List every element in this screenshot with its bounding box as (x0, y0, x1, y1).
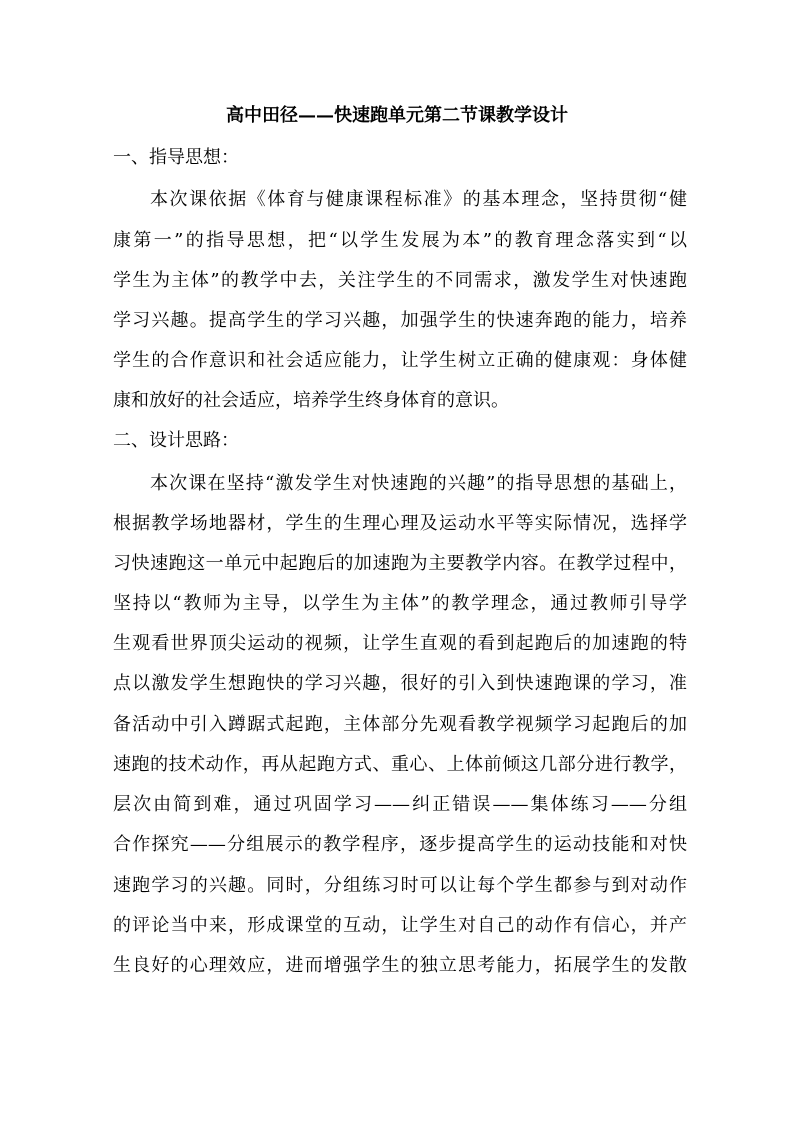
paragraph-line: 合作探究——分组展示的教学程序，逐步提高学生的运动技能和对快 (113, 834, 687, 855)
paragraph-line: 学生为主体”的教学中去，关注学生的不同需求，激发学生对快速跑 (113, 270, 687, 291)
paragraph-line: 学习兴趣。提高学生的学习兴趣，加强学生的快速奔跑的能力，培养 (113, 310, 687, 331)
paragraph-line: 本次课在坚持“激发学生对快速跑的兴趣”的指导思想的基础上， (150, 473, 687, 494)
document-title: 高中田径——快速跑单元第二节课教学设计 (226, 105, 568, 126)
paragraph-line: 生良好的心理效应，进而增强学生的独立思考能力，拓展学生的发散 (113, 955, 687, 976)
paragraph-line: 生观看世界顶尖运动的视频，让学生直观的看到起跑后的加速跑的特 (113, 633, 687, 654)
paragraph-line: 备活动中引入蹲踞式起跑，主体部分先观看教学视频学习起跑后的加 (113, 714, 687, 735)
paragraph-line: 点以激发学生想跑快的学习兴趣，很好的引入到快速跑课的学习，准 (113, 673, 687, 694)
section-heading-guiding-ideology: 一、指导思想： (113, 147, 239, 168)
paragraph-line: 层次由简到难，通过巩固学习——纠正错误——集体练习——分组 (113, 794, 687, 815)
paragraph-line: 学生的合作意识和社会适应能力，让学生树立正确的健康观：身体健 (113, 350, 687, 371)
section-heading-design-approach: 二、设计思路： (113, 430, 239, 451)
paragraph-line: 康第一”的指导思想，把“以学生发展为本”的教育理念落实到“以 (113, 230, 687, 251)
paragraph-line: 坚持以“教师为主导，以学生为主体”的教学理念，通过教师引导学 (113, 593, 687, 614)
paragraph-line: 的评论当中来，形成课堂的互动，让学生对自己的动作有信心，并产 (113, 915, 687, 936)
paragraph-line: 速跑学习的兴趣。同时，分组练习时可以让每个学生都参与到对动作 (113, 875, 687, 896)
paragraph-line: 根据教学场地器材，学生的生理心理及运动水平等实际情况，选择学 (113, 513, 687, 534)
paragraph-line: 本次课依据《体育与健康课程标准》的基本理念，坚持贯彻“健 (150, 189, 687, 210)
paragraph-line: 速跑的技术动作，再从起跑方式、重心、上体前倾这几部分进行教学， (113, 754, 687, 775)
paragraph-line: 习快速跑这一单元中起跑后的加速跑为主要教学内容。在教学过程中， (113, 553, 687, 574)
paragraph-line: 康和放好的社会适应，培养学生终身体育的意识。 (113, 390, 509, 411)
